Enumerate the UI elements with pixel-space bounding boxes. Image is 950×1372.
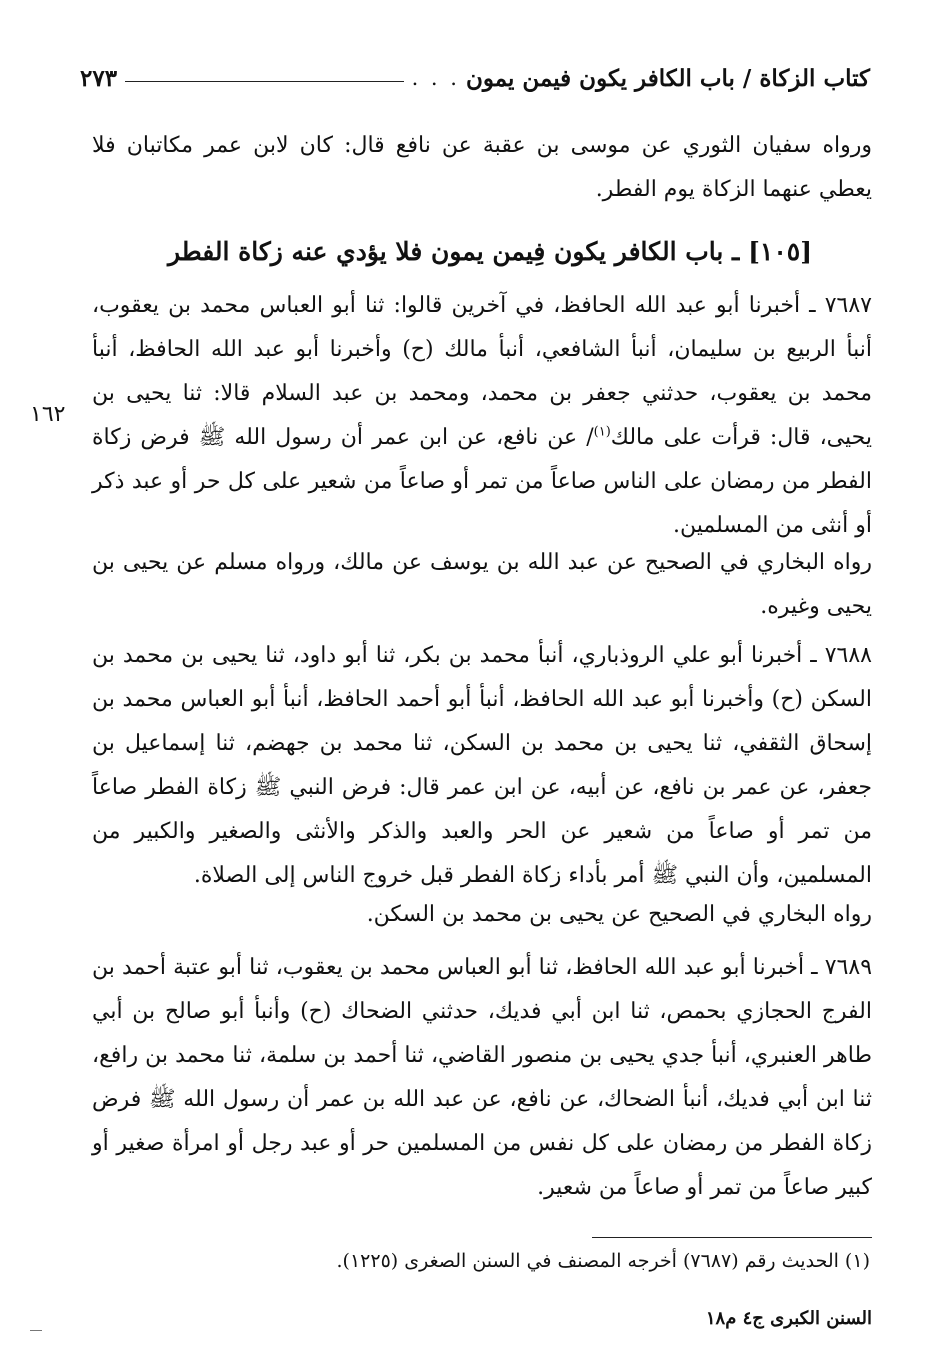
hadith-7687-text-b: / عن نافع، عن ابن عمر أن رسول الله ﷺ فرض زكاة الفطر من رمضان على الناس صاعاً من تمر أو صاعاً من شعير على كل حر أو عبد ذكر أو أنثى من المسلمين.: [92, 425, 872, 538]
margin-volume-page-number: ١٦٢: [30, 402, 66, 427]
hadith-7688: ٧٦٨٨ ـ أخبرنا أبو علي الروذباري، أنبأ محمد بن بكر، ثنا أبو داود، ثنا يحيى بن محمد بن السكن (ح) وأخبرنا أبو عبد الله الحافظ، أنبأ أبو أحمد الحافظ، أنبأ أبو العباس محمد بن إسحاق الثقفي، ثنا يحيى بن محمد بن السكن، ثنا محمد بن جهضم، ثنا إسماعيل بن جعفر، عن عمر بن نافع، عن أبيه، عن ابن عمر قال: فرض النبي ﷺ زكاة الفطر صاعاً من تمر أو صاعاً من شعير عن الحر والعبد والذكر والأنثى والصغير والكبير من المسلمين، وأن النبي ﷺ أمر بأداء زكاة الفطر قبل خروج الناس إلى الصلاة.: [92, 643, 872, 888]
running-head: [80, 58, 870, 98]
corner-mark: [30, 1330, 42, 1331]
hadith-7689: ٧٦٨٩ ـ أخبرنا أبو عبد الله الحافظ، ثنا أبو العباس محمد بن يعقوب، ثنا أبو عتبة أحمد بن الفرج الحجازي بحمص، ثنا ابن أبي فديك، حدثني الضحاك (ح) وأنبأ أبو صالح بن أبي طاهر العنبري، أنبأ جدي يحيى بن منصور القاضي، ثنا أحمد بن سلمة، ثنا محمد بن رافع، ثنا ابن أبي فديك، أنبأ الضحاك، عن نافع، عن عبد الله بن عمر أن رسول الله ﷺ فرض زكاة الفطر من رمضان على كل نفس من المسلمين حر أو عبد رجل أو امرأة صغير أو كبير صاعاً من تمر أو صاعاً من شعير.: [92, 955, 873, 1200]
footnote-separator: [592, 1237, 872, 1238]
running-head-rule: [125, 81, 404, 82]
intro-paragraph: ورواه سفيان الثوري عن موسى بن عقبة عن نافع قال: كان لابن عمر مكاتبان فلا يعطي عنهما الزكاة يوم الفطر.: [92, 133, 872, 202]
riwaya-7687: رواه البخاري في الصحيح عن عبد الله بن يوسف عن مالك، ورواه مسلم عن يحيى بن يحيى وغيره.: [92, 550, 872, 619]
hadith-7687-text-a: ٧٦٨٧ ـ أخبرنا أبو عبد الله الحافظ، في آخرين قالوا: ثنا أبو العباس محمد بن يعقوب، أنبأ الربيع بن سليمان، أنبأ الشافعي، أنبأ مالك (ح) وأخبرنا أبو عبد الله الحافظ، أنبأ محمد بن يعقوب، حدثني جعفر بن محمد، ومحمد بن عبد السلام قالا: ثنا يحيى بن يحيى، قال: قرأت على مالك: [92, 293, 872, 450]
riwaya-7688: رواه البخاري في الصحيح عن يحيى بن محمد بن السكن.: [366, 902, 872, 927]
chapter-heading: [١٠٥] ـ باب الكافر يكون فِيمن يمون فلا يؤدي عنه زكاة الفطر: [167, 237, 813, 266]
footnote-marker: (١): [593, 424, 611, 440]
running-head-title: كتاب الزكاة / باب الكافر يكون فيمن يمون: [465, 64, 870, 92]
page-number: ٢٧٣: [80, 64, 118, 92]
running-head-dots: . . .: [411, 66, 460, 90]
hadith-7687: [92, 284, 872, 548]
printer-signature: السنن الكبرى ج٤ م١٨: [705, 1308, 872, 1329]
footnote: (١) الحديث رقم (٧٦٨٧) أخرجه المصنف في السنن الصغرى (١٢٢٥).: [336, 1250, 870, 1272]
